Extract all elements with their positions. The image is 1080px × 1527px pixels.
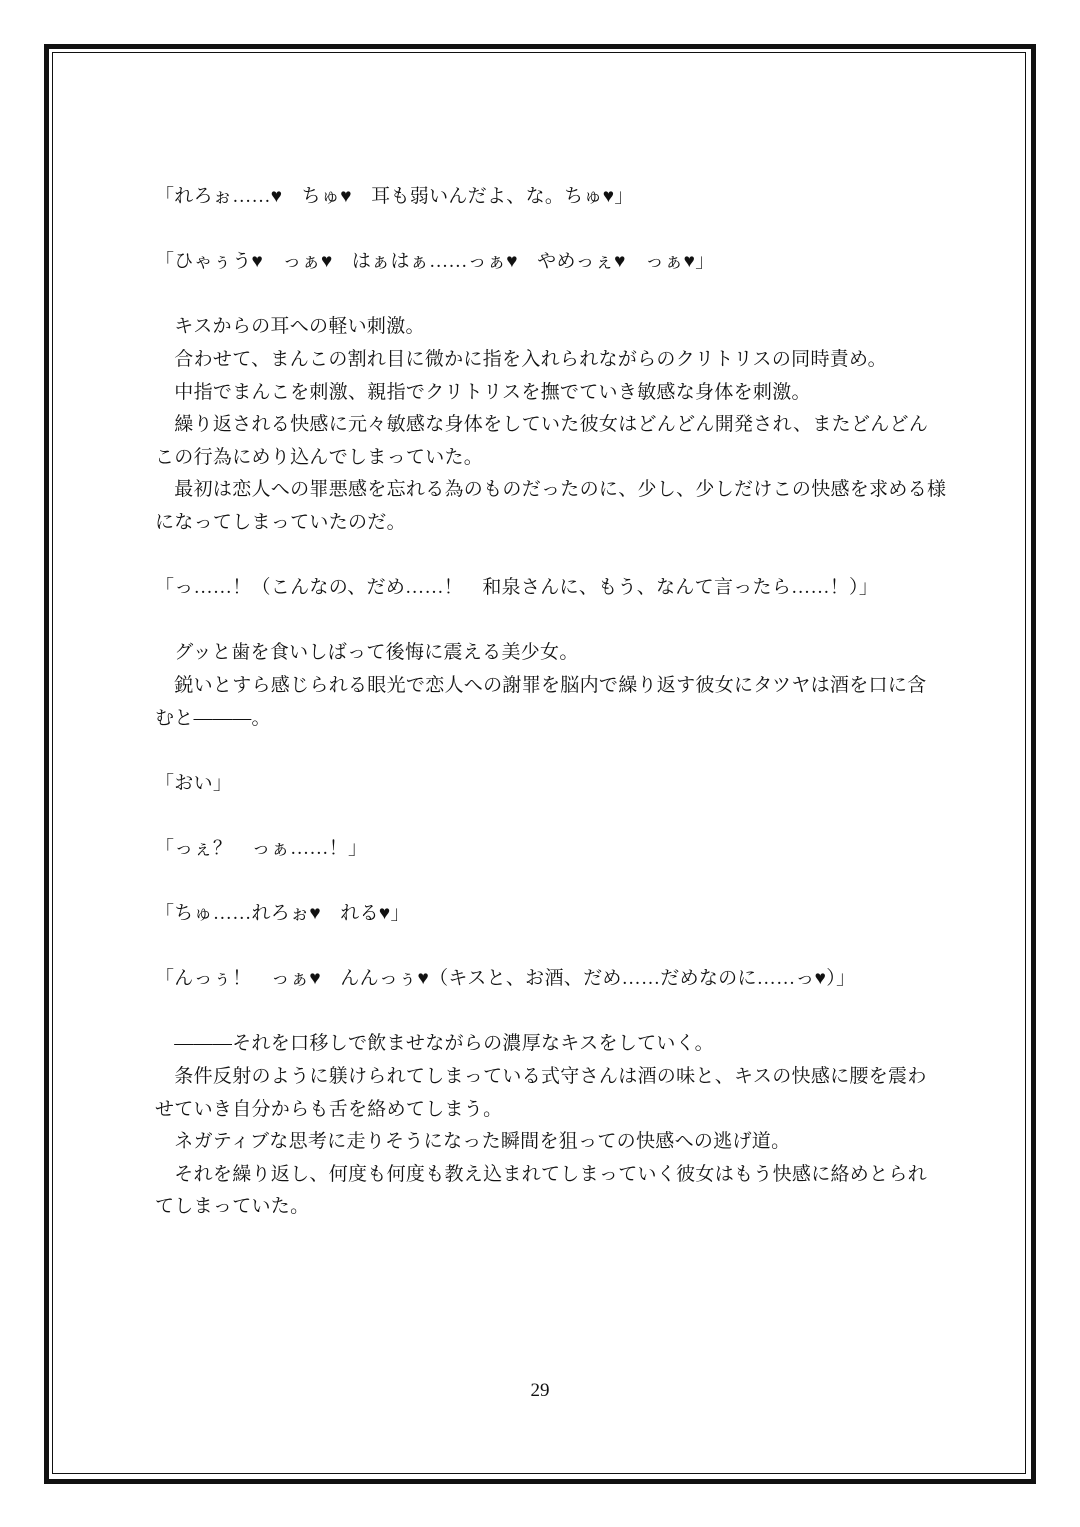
blank-line bbox=[155, 214, 945, 247]
blank-line bbox=[155, 865, 945, 898]
text-line: 「れろぉ……♥ ちゅ♥ 耳も弱いんだよ、な。ちゅ♥」 bbox=[155, 186, 634, 207]
text-line: この行為にめり込んでしまっていた。 bbox=[155, 446, 484, 468]
blank-line bbox=[155, 931, 945, 964]
text-line: 最初は恋人への罪悪感を忘れる為のものだったのに、少し、少しだけこの快感を求める様 bbox=[155, 479, 947, 501]
body-text bbox=[155, 181, 945, 1224]
text-line: 「っ……！（こんなの、だめ……！ 和泉さんに、もう、なんて言ったら……！）」 bbox=[155, 577, 879, 599]
blank-line bbox=[155, 735, 945, 768]
blank-line bbox=[155, 540, 945, 573]
text-line: 鋭いとすら感じられる眼光で恋人への謝罪を脳内で繰り返す彼女にタツヤは酒を口に含 bbox=[155, 674, 927, 696]
blank-line bbox=[155, 996, 945, 1029]
text-line: になってしまっていたのだ。 bbox=[155, 511, 406, 533]
text-line: 合わせて、まんこの割れ目に微かに指を入れられながらのクリトリスの同時責め。 bbox=[155, 348, 887, 370]
text-line: 繰り返される快感に元々敏感な身体をしていた彼女はどんどん開発され、またどんどん bbox=[155, 414, 929, 436]
page-number: 29 bbox=[530, 1380, 550, 1401]
text-line: 「ちゅ……れろぉ♥ れる♥」 bbox=[155, 903, 410, 925]
text-line: キスからの耳への軽い刺激。 bbox=[155, 316, 425, 338]
text-line: ネガティブな思考に走りそうになった瞬間を狙っての快感への逃げ道。 bbox=[155, 1131, 791, 1153]
text-line: せていき自分からも舌を絡めてしまう。 bbox=[155, 1098, 503, 1120]
text-line: それを繰り返し、何度も何度も教え込まれてしまっていく彼女はもう快感に絡めとられ bbox=[155, 1163, 928, 1185]
text-line: 「んっぅ！ っぁ♥ んんっぅ♥（キスと、お酒、だめ……だめなのに……っ♥）」 bbox=[155, 968, 856, 990]
text-line: 中指でまんこを刺激、親指でクリトリスを撫でていき敏感な身体を刺激。 bbox=[155, 381, 811, 403]
text-line: グッと歯を食いしばって後悔に震える美少女。 bbox=[155, 642, 579, 664]
blank-line bbox=[155, 605, 945, 638]
blank-line bbox=[155, 800, 945, 833]
text-line: 「おい」 bbox=[155, 772, 233, 794]
text-line: 「っぇ？ っぁ……！」 bbox=[155, 837, 368, 859]
text-line: 条件反射のように躾けられてしまっている式守さんは酒の味と、キスの快感に腰を震わ bbox=[155, 1066, 927, 1088]
text-line: てしまっていた。 bbox=[155, 1196, 310, 1218]
text-line: ―――それを口移しで飲ませながらの濃厚なキスをしていく。 bbox=[155, 1033, 714, 1055]
text-line: 「ひゃぅう♥ っぁ♥ はぁはぁ……っぁ♥ やめっぇ♥ っぁ♥」 bbox=[155, 251, 715, 273]
text-line: むと―――。 bbox=[155, 707, 271, 729]
blank-line bbox=[155, 279, 945, 312]
